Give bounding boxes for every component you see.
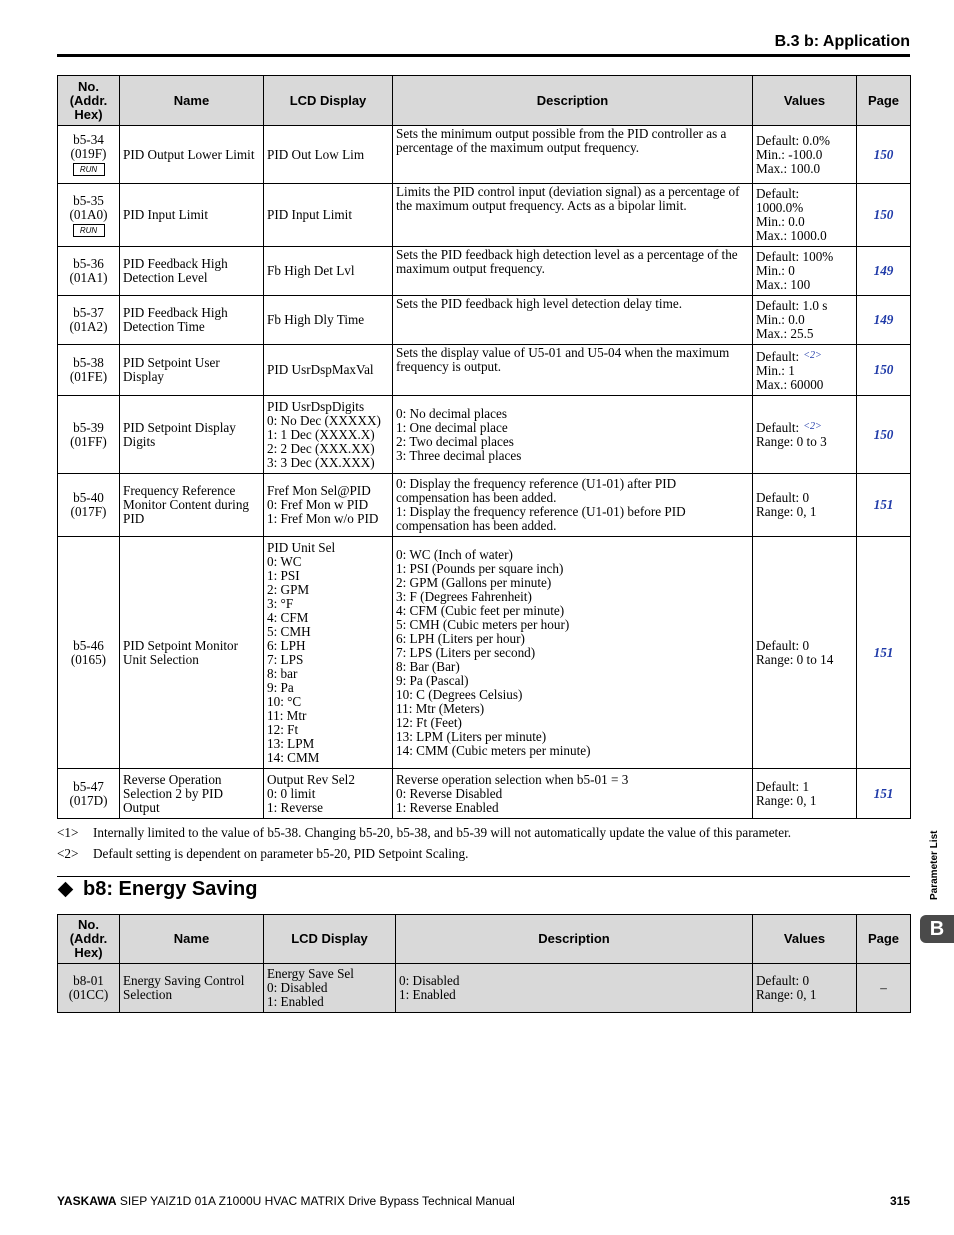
cell-line: Min.: 0.0 — [756, 312, 805, 327]
cell-name — [120, 247, 264, 296]
column-header: Name — [120, 76, 264, 126]
value-line-with-ref — [756, 349, 853, 364]
parameter-address: (01FF) — [70, 433, 107, 449]
cell-parameter-no — [58, 126, 120, 184]
cell-line: 0: Disabled — [267, 980, 328, 995]
cell-line: Min.: 0 — [756, 263, 795, 278]
cell-line: 5: CMH (Cubic meters per hour) — [396, 616, 570, 632]
section-rule — [57, 876, 910, 877]
column-header: LCD Display — [264, 915, 396, 964]
cell-lcd-display — [264, 184, 393, 247]
section-title-text: b8: Energy Saving — [83, 878, 258, 900]
column-header: Name — [120, 915, 264, 964]
cell-line: 1: PSI (Pounds per square inch) — [396, 560, 564, 576]
cell-lcd-display — [264, 247, 393, 296]
cell-description — [393, 537, 753, 769]
column-header: No. (Addr. Hex) — [58, 915, 120, 964]
cell-line: 0: No Dec (XXXXX) — [267, 412, 381, 428]
parameter-name: PID Setpoint Monitor Unit Selection — [123, 637, 239, 667]
cell-line: Sets the PID feedback high detection level as a percentage of the maximum output frequency. — [396, 247, 738, 276]
diamond-bullet-icon — [58, 882, 74, 898]
cell-line: 1: 1 Dec (XXXX.X) — [267, 426, 375, 442]
column-header: Values — [753, 915, 857, 964]
cell-line: 8: Bar (Bar) — [396, 658, 460, 674]
cell-name — [120, 345, 264, 396]
parameter-no: b8-01 — [73, 973, 104, 988]
footnote-2 — [57, 843, 910, 864]
cell-page: 150 — [857, 396, 911, 474]
parameter-name: Frequency Reference Monitor Content during PID — [123, 483, 250, 526]
cell-line: 4: CFM — [267, 609, 309, 625]
cell-line: Sets the minimum output possible from the PID controller as a percentage of the maximum output frequency. — [396, 126, 727, 155]
parameter-name: PID Feedback High Detection Time — [123, 305, 228, 334]
cell-line: Fb High Det Lvl — [267, 263, 355, 278]
parameter-name: Reverse Operation Selection 2 by PID Output — [123, 771, 223, 815]
cell-parameter-no — [58, 184, 120, 247]
column-header: Description — [393, 76, 753, 126]
cell-line: 2: 2 Dec (XXX.XX) — [267, 440, 375, 456]
column-header: LCD Display — [264, 76, 393, 126]
cell-line: 9: Pa — [267, 679, 294, 695]
cell-lcd-display — [264, 296, 393, 345]
footnote-ref: <2> — [803, 421, 822, 432]
cell-line: 0: No decimal places — [396, 405, 507, 421]
cell-line: 13: LPM — [267, 735, 315, 751]
cell-description — [393, 396, 753, 474]
table-row — [58, 247, 911, 296]
cell-line: 12: Ft — [267, 721, 299, 737]
parameter-address: (0165) — [70, 651, 107, 667]
cell-line: Limits the PID control input (deviation signal) as a percentage of the maximum output frequency. Acts as a bipolar limit. — [396, 184, 740, 213]
parameter-no: b5-47 — [73, 778, 104, 794]
footnote-1 — [57, 822, 910, 843]
cell-values — [753, 345, 857, 396]
parameter-name: PID Setpoint Display Digits — [123, 419, 236, 449]
cell-line: 1: One decimal place — [396, 419, 508, 435]
table-row — [58, 964, 911, 1013]
parameter-address: (01A1) — [69, 270, 108, 285]
table-header-row — [58, 76, 911, 126]
parameter-no: b5-38 — [73, 355, 104, 370]
cell-line: Min.: -100.0 — [756, 146, 823, 162]
cell-lcd-display — [264, 345, 393, 396]
cell-line: 0: Reverse Disabled — [396, 785, 503, 801]
footnote-text: Default setting is dependent on parameter b5-20, PID Setpoint Scaling. — [93, 846, 469, 861]
footnote-ref: <2> — [803, 349, 822, 361]
cell-line: 7: LPS (Liters per second) — [396, 644, 536, 660]
parameter-no: b5-35 — [73, 192, 104, 208]
cell-line: 1: Enabled — [399, 987, 456, 1002]
run-badge: RUN — [73, 224, 105, 237]
cell-line: Default: 0 — [756, 973, 810, 988]
cell-line: Range: 0, 1 — [756, 987, 817, 1002]
section-title — [57, 878, 258, 901]
cell-line: Sets the PID feedback high level detection delay time. — [396, 296, 683, 311]
cell-line: Max.: 60000 — [756, 376, 824, 392]
parameter-name: PID Feedback High Detection Level — [123, 256, 228, 285]
parameter-no: b5-36 — [73, 256, 104, 271]
footer-brand: YASKAWA — [57, 1194, 117, 1208]
cell-parameter-no — [58, 964, 120, 1013]
cell-name — [120, 296, 264, 345]
cell-parameter-no — [58, 247, 120, 296]
cell-values — [753, 396, 857, 474]
column-header: Description — [396, 915, 753, 964]
cell-values — [753, 537, 857, 769]
cell-line: Range: 0, 1 — [756, 792, 817, 808]
cell-line: Default: 1.0 s — [756, 298, 828, 313]
page-number: 315 — [889, 1194, 910, 1208]
cell-line: PID UsrDspDigits — [267, 398, 365, 414]
cell-name — [120, 537, 264, 769]
cell-line: 9: Pa (Pascal) — [396, 672, 469, 688]
value-line-with-ref — [756, 420, 853, 435]
cell-line: Range: 0 to 14 — [756, 651, 834, 667]
cell-line: 3: F (Degrees Fahrenheit) — [396, 588, 532, 604]
cell-line: Default: 0 — [756, 490, 810, 505]
parameter-no: b5-34 — [73, 132, 104, 147]
cell-line: 3: 3 Dec (XX.XXX) — [267, 454, 375, 470]
cell-values — [753, 247, 857, 296]
table-header-row — [58, 915, 911, 964]
parameter-address: (019F) — [70, 146, 107, 161]
table-row — [58, 126, 911, 184]
table-row — [58, 296, 911, 345]
cell-line: 4: CFM (Cubic feet per minute) — [396, 602, 565, 618]
cell-page: 149 — [857, 296, 911, 345]
run-badge: RUN — [73, 163, 105, 176]
cell-line: 3: Three decimal places — [396, 447, 522, 463]
cell-lcd-display — [264, 769, 393, 819]
cell-line: 11: Mtr — [267, 707, 307, 723]
table-row — [58, 184, 911, 247]
parameter-name: Energy Saving Control Selection — [123, 973, 245, 1002]
cell-line: PID UsrDspMaxVal — [267, 362, 374, 377]
cell-lcd-display — [264, 537, 393, 769]
cell-line: Reverse operation selection when b5-01 = 3 — [396, 771, 629, 787]
cell-page: 151 — [857, 537, 911, 769]
cell-line: 1: Enabled — [267, 994, 324, 1009]
cell-page: 149 — [857, 247, 911, 296]
cell-values — [753, 126, 857, 184]
section-header: B.3 b: Application — [774, 33, 910, 50]
cell-line: Default: — [756, 348, 800, 364]
cell-line: 0: 0 limit — [267, 785, 316, 801]
cell-line: Min.: 1 — [756, 362, 795, 378]
cell-name — [120, 126, 264, 184]
cell-line: 2: Two decimal places — [396, 433, 514, 449]
cell-line: 0: WC (Inch of water) — [396, 546, 513, 562]
parameter-no: b5-40 — [73, 490, 104, 505]
cell-line: Max.: 100.0 — [756, 160, 821, 176]
cell-line: 10: °C — [267, 693, 302, 709]
parameter-table-b5 — [57, 75, 911, 819]
cell-values — [753, 769, 857, 819]
cell-page: 151 — [857, 769, 911, 819]
cell-line: 11: Mtr (Meters) — [396, 700, 485, 716]
cell-values — [753, 474, 857, 537]
cell-line: Sets the display value of U5-01 and U5-04 when the maximum frequency is output. — [396, 345, 730, 374]
cell-lcd-display — [264, 396, 393, 474]
cell-description — [393, 769, 753, 819]
footnote-mark: <1> — [57, 825, 79, 840]
cell-line: 6: LPH (Liters per hour) — [396, 630, 525, 646]
cell-page: 151 — [857, 474, 911, 537]
cell-line: 12: Ft (Feet) — [396, 714, 462, 730]
cell-description — [396, 964, 753, 1013]
cell-line: 14: CMM (Cubic meters per minute) — [396, 742, 591, 758]
parameter-address: (01A0) — [69, 206, 108, 222]
side-tab-letter: B — [920, 915, 954, 943]
footnote-text: Internally limited to the value of b5-38. Changing b5-20, b5-38, and b5-39 will not automatically update the value of this parameter. — [93, 825, 792, 840]
cell-line: Range: 0, 1 — [756, 504, 817, 519]
cell-line: Fref Mon Sel@PID — [267, 483, 371, 498]
cell-line: 2: GPM — [267, 581, 310, 597]
column-header: No. (Addr. Hex) — [58, 76, 120, 126]
cell-line: 6: LPH — [267, 637, 306, 653]
parameter-name: PID Setpoint User Display — [123, 355, 220, 384]
parameter-no: b5-37 — [73, 305, 104, 320]
cell-name — [120, 396, 264, 474]
cell-line: Max.: 1000.0 — [756, 228, 827, 243]
cell-line: PID Unit Sel — [267, 539, 336, 555]
cell-line: 14: CMM — [267, 749, 320, 765]
cell-lcd-display — [264, 126, 393, 184]
parameter-address: (017F) — [70, 504, 107, 519]
cell-line: Default: 0.0% — [756, 132, 830, 148]
cell-line: Fb High Dly Time — [267, 312, 365, 327]
cell-line: Default: — [756, 420, 800, 435]
footnotes — [57, 822, 910, 864]
cell-line: 1: Reverse — [267, 799, 324, 815]
table-row — [58, 769, 911, 819]
cell-page: – — [857, 964, 911, 1013]
table-row — [58, 345, 911, 396]
cell-values — [753, 964, 857, 1013]
column-header: Page — [857, 915, 911, 964]
cell-line: 0: WC — [267, 553, 302, 569]
cell-parameter-no — [58, 474, 120, 537]
cell-line: 0: Display the frequency reference (U1-01) after PID compensation has been added. — [396, 476, 677, 505]
cell-line: 13: LPM (Liters per minute) — [396, 728, 547, 744]
cell-parameter-no — [58, 396, 120, 474]
parameter-address: (01FE) — [69, 369, 108, 384]
cell-line: Default: 1 — [756, 778, 810, 794]
cell-line: Range: 0 to 3 — [756, 434, 827, 449]
cell-line: Energy Save Sel — [267, 966, 354, 981]
cell-lcd-display — [264, 964, 396, 1013]
cell-description — [393, 345, 753, 396]
cell-parameter-no — [58, 345, 120, 396]
parameter-address: (01A2) — [69, 319, 108, 334]
column-header: Page — [857, 76, 911, 126]
cell-name — [120, 964, 264, 1013]
cell-page: 150 — [857, 345, 911, 396]
cell-line: 1: Display the frequency reference (U1-01) before PID compensation has been added. — [396, 504, 686, 533]
cell-name — [120, 474, 264, 537]
cell-name — [120, 769, 264, 819]
cell-values — [753, 184, 857, 247]
cell-line: 10: C (Degrees Celsius) — [396, 686, 523, 702]
cell-parameter-no — [58, 296, 120, 345]
cell-page: 150 — [857, 184, 911, 247]
cell-description — [393, 247, 753, 296]
parameter-address: (01CC) — [68, 987, 109, 1002]
table-row — [58, 474, 911, 537]
cell-line: Default: 100% — [756, 249, 834, 264]
cell-lcd-display — [264, 474, 393, 537]
cell-line: 1000.0% — [756, 200, 804, 215]
parameter-name: PID Input Limit — [123, 207, 208, 222]
cell-name — [120, 184, 264, 247]
cell-line: 7: LPS — [267, 651, 304, 667]
cell-line: PID Out Low Lim — [267, 146, 365, 162]
table-row — [58, 537, 911, 769]
cell-parameter-no — [58, 537, 120, 769]
column-header: Values — [753, 76, 857, 126]
cell-description — [393, 184, 753, 247]
side-tab-label: Parameter List — [929, 830, 940, 900]
page-footer — [57, 1194, 910, 1208]
cell-values — [753, 296, 857, 345]
cell-line: PID Input Limit — [267, 207, 352, 222]
cell-line: Min.: 0.0 — [756, 214, 805, 229]
parameter-table-b8 — [57, 914, 911, 1013]
cell-description — [393, 474, 753, 537]
parameter-address: (017D) — [69, 792, 108, 808]
parameter-no: b5-46 — [73, 637, 104, 653]
cell-page: 150 — [857, 126, 911, 184]
footer-doc-title: SIEP YAIZ1D 01A Z1000U HVAC MATRIX Drive Bypass Technical Manual — [116, 1194, 515, 1208]
cell-line: 3: °F — [267, 595, 294, 611]
cell-line: Max.: 100 — [756, 277, 811, 292]
cell-line: 1: PSI — [267, 567, 300, 583]
table-row — [58, 396, 911, 474]
parameter-name: PID Output Lower Limit — [123, 146, 255, 162]
header-rule — [57, 54, 910, 57]
cell-line: 0: Fref Mon w PID — [267, 497, 369, 512]
parameter-no: b5-39 — [73, 419, 104, 435]
cell-description — [393, 126, 753, 184]
cell-line: 5: CMH — [267, 623, 311, 639]
cell-line: 2: GPM (Gallons per minute) — [396, 574, 552, 590]
cell-line: Output Rev Sel2 — [267, 771, 355, 787]
footnote-mark: <2> — [57, 846, 79, 861]
cell-line: 1: Reverse Enabled — [396, 799, 499, 815]
cell-line: Default: — [756, 186, 800, 201]
cell-line: 8: bar — [267, 665, 298, 681]
cell-description — [393, 296, 753, 345]
cell-line: 0: Disabled — [399, 973, 460, 988]
cell-line: 1: Fref Mon w/o PID — [267, 511, 379, 526]
cell-parameter-no — [58, 769, 120, 819]
cell-line: Max.: 25.5 — [756, 326, 814, 341]
cell-line: Default: 0 — [756, 637, 810, 653]
